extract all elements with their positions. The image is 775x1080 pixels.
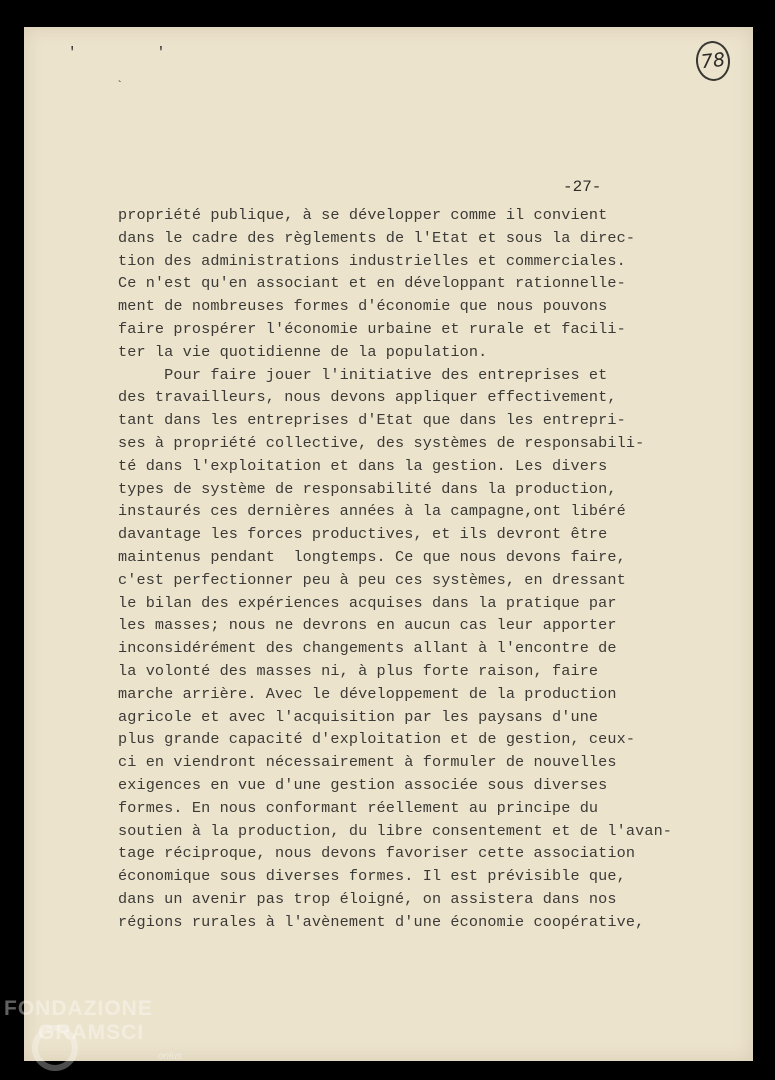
- text-line: dans un avenir pas trop éloigné, on assistera dans nos: [118, 889, 617, 908]
- text-line: tant dans les entreprises d'Etat que dans les entrepri-: [118, 411, 626, 430]
- corner-marks: ' ': [68, 45, 202, 61]
- text-line: types de système de responsabilité dans la production,: [118, 479, 617, 498]
- text-line: ses à propriété collective, des systèmes de responsabili-: [118, 433, 645, 452]
- watermark-logo: [4, 997, 204, 1075]
- text-line: ter la vie quotidienne de la population.: [118, 342, 488, 361]
- text-line: davantage les forces productives, et ils devront être: [118, 525, 608, 544]
- text-line: ci en viendront nécessairement à formuler de nouvelles: [118, 753, 617, 772]
- text-line: économique sous diverses formes. Il est prévisible que,: [118, 867, 626, 886]
- text-line: instaurés ces dernières années à la campagne,ont libéré: [118, 502, 626, 521]
- text-line: maintenus pendant longtemps. Ce que nous devons faire,: [118, 547, 626, 566]
- text-line: marche arrière. Avec le développement de la production: [118, 684, 617, 703]
- text-line: tage réciproque, nous devons favoriser cette association: [118, 844, 636, 863]
- text-line: formes. En nous conformant réellement au principe du: [118, 798, 599, 817]
- watermark-line1: FONDAZIONE: [4, 997, 153, 1020]
- text-line: Pour faire jouer l'initiative des entreprises et: [118, 365, 608, 384]
- text-line: c'est perfectionner peu à peu ces systèmes, en dressant: [118, 570, 626, 589]
- text-line: soutien à la production, du libre consentement et de l'avan-: [118, 821, 673, 840]
- text-line: inconsidérément des changements allant à l'encontre de: [118, 639, 617, 658]
- text-line: des travailleurs, nous devons appliquer effectivement,: [118, 388, 617, 407]
- tick-mark: `: [116, 79, 124, 93]
- text-line: ment de nombreuses formes d'économie que nous pouvons: [118, 297, 608, 316]
- text-line: la volonté des masses ni, à plus forte raison, faire: [118, 661, 599, 680]
- text-line: faire prospérer l'économie urbaine et rurale et facili-: [118, 319, 626, 338]
- archive-number-stamp: [694, 39, 732, 82]
- text-line: tion des administrations industrielles et commerciales.: [118, 251, 626, 270]
- text-line: les masses; nous ne devrons en aucun cas leur apporter: [118, 616, 617, 635]
- text-line: té dans l'exploitation et dans la gestion. Les divers: [118, 456, 608, 475]
- watermark-line3: onlus: [158, 1051, 182, 1062]
- text-line: exigences en vue d'une gestion associée sous diverses: [118, 775, 608, 794]
- page-number: -27-: [563, 178, 602, 196]
- watermark-line2: GRAMSCI: [38, 1021, 145, 1044]
- document-page: [24, 27, 753, 1061]
- archive-number: 78: [699, 48, 727, 74]
- text-line: plus grande capacité d'exploitation et de gestion, ceux-: [118, 730, 636, 749]
- text-line: le bilan des expériences acquises dans la pratique par: [118, 593, 617, 612]
- text-line: dans le cadre des règlements de l'Etat et sous la direc-: [118, 228, 636, 247]
- text-line: Ce n'est qu'en associant et en développant rationnelle-: [118, 274, 626, 293]
- body-text: [118, 204, 678, 934]
- text-line: agricole et avec l'acquisition par les paysans d'une: [118, 707, 599, 726]
- text-line: régions rurales à l'avènement d'une économie coopérative,: [118, 912, 645, 931]
- text-line: propriété publique, à se développer comme il convient: [118, 206, 608, 224]
